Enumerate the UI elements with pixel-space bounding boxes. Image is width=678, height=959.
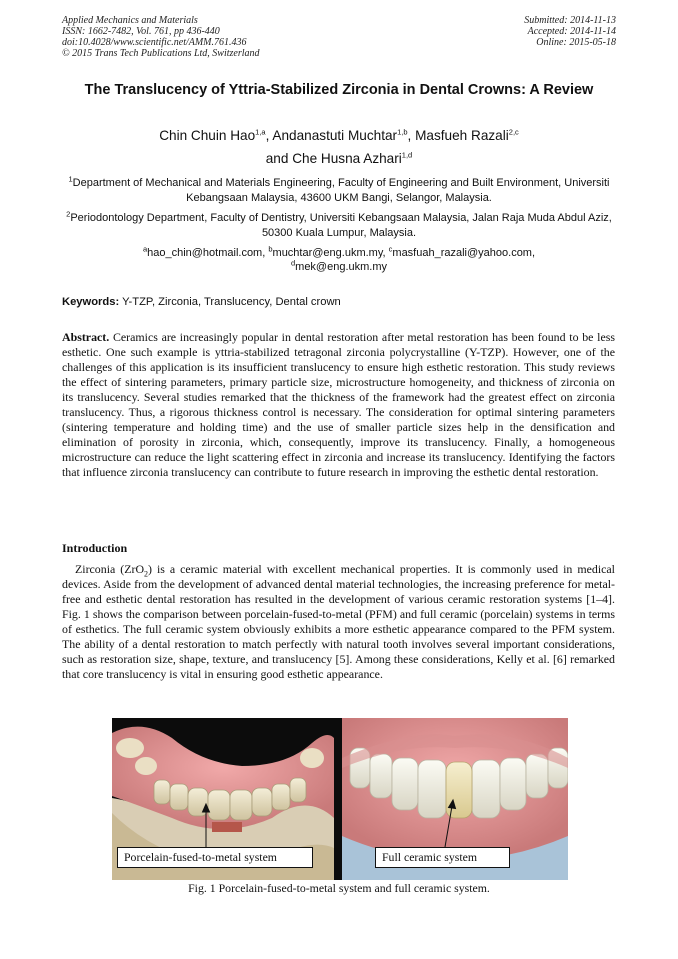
journal-name: Applied Mechanics and Materials — [62, 15, 198, 26]
author-sup: 1,b — [397, 127, 408, 137]
issn: ISSN: 1662-7482, Vol. 761, pp 436-440 — [62, 26, 220, 37]
journal-header — [62, 15, 260, 59]
authors-and: and — [265, 151, 289, 166]
author-name: Andanastuti Muchtar — [272, 128, 398, 143]
abstract-label: Abstract. — [62, 330, 110, 344]
figure-label-full-ceramic: Full ceramic system — [375, 847, 510, 868]
author-sup: 2,c — [508, 127, 519, 137]
email-link[interactable]: muchtar@eng.ukm.my — [272, 247, 383, 259]
abstract — [62, 330, 615, 480]
affiliation-text: Periodontology Department, Faculty of Dentistry, Universiti Kebangsaan Malaysia, Jalan Raja Muda Abdul Aziz, 50300 Kuala Lumpur, Malaysia. — [70, 212, 612, 239]
dates-header — [524, 15, 616, 48]
email-link[interactable]: hao_chin@hotmail.com — [147, 247, 263, 259]
online-date: Online: 2015-05-18 — [536, 37, 616, 48]
email-list: $^a$hao_chin@hotmail.com, $^b$muchtar@eng.ukm.my, $^c$masfuah_razali@yahoo.com, $^d$mek@eng.ukm.my — [142, 244, 536, 273]
author-sup: 1,a — [255, 127, 266, 137]
author-name: Chin Chuin Hao — [159, 128, 256, 143]
affiliation-2 — [62, 211, 616, 240]
email-sup: b — [268, 244, 273, 254]
keywords-label: Keywords: — [62, 296, 120, 308]
paper-title: The Translucency of Yttria-Stabilized Zirconia in Dental Crowns: A Review — [84, 82, 594, 98]
abstract-text: Ceramics are increasingly popular in dental restoration after metal restoration has been found to be less esthetic. One such example is yttria-stabilized tetragonal zirconia polycrystalline (Y-TZP). However, one of the challenges of this application is its insufficient translucency to ensure high esthetic restoration. This study reviews the effect of sintering parameters, primary particle size, microstructure homogeneity, and thickness of zirconia on its translucency. Several studies remarked that the thickness of the framework had the greatest effect on zirconia translucency. Thus, a rigorous thickness control is necessary. The consideration for optimal sintering parameters (sintering temperature and holding time) and the use of smaller particle sizes help in the densification and elimination of porosity in zirconia, which, consequently, improve its translucency. Finally, a homogeneous microstructure can reduce the light scattering effect in zirconia and increase its translucency. Identifying the factors that influence zirconia translucency can contribute to future research in improving the esthetic dental restoration. — [62, 330, 615, 479]
email-sup: a — [142, 244, 148, 254]
author-sup: 1,d — [401, 150, 413, 160]
affiliation-sup: 2 — [66, 209, 71, 219]
keywords — [62, 296, 341, 308]
figure-label-pfm: Porcelain-fused-to-metal system — [117, 847, 313, 868]
affiliation-text: Department of Mechanical and Materials Engineering, Faculty of Engineering and Built Environment, Universiti Kebangsaan Malaysia, 43600 UKM Bangi, Selangor, Malaysia. — [72, 177, 610, 204]
email-sup: d — [290, 258, 296, 268]
affiliation-sup: 1 — [68, 174, 73, 184]
author-name: Che Husna Azhari — [292, 151, 402, 166]
doi[interactable]: doi:10.4028/www.scientific.net/AMM.761.436 — [62, 37, 247, 48]
email-sup: c — [388, 244, 393, 254]
introduction-paragraph: Zirconia (ZrO$_2$) is a ceramic material with excellent mechanical properties. It is commonly used in medical devices. Aside from the development of advanced dental material technologies, the increasing preference for metal-free and esthetic dental restoration has resulted in the development of various ceramic restoration systems [1–4]. Fig. 1 shows the comparison between porcelain-fused-to-metal (PFM) and full ceramic (porcelain) systems in terms of esthetics. The full ceramic system obviously exhibits a more esthetic appearance compared to the PFM system. The ability of a dental restoration to match perfectly with natural tooth involves several important considerations, such as restoration size, shape, texture, and translucency [5]. Among these considerations, Kelly et al. [6] remarked that core translucency is vital in ensuring good esthetic appearance. — [62, 562, 615, 681]
author-list: Chin Chuin Hao$^{1,a}$, Andanastuti Muchtar$^{1,b}$, Masfueh Razali$^{2,c}$ and Che Husna Azhari$^{1,d}$ — [159, 127, 519, 166]
author-name: Masfueh Razali — [415, 128, 509, 143]
submitted-date: Submitted: 2014-11-13 — [524, 15, 616, 26]
keywords-text: Y-TZP, Zirconia, Translucency, Dental crown — [122, 296, 341, 308]
introduction-heading: Introduction — [62, 541, 128, 555]
email-link[interactable]: mek@eng.ukm.my — [295, 261, 388, 273]
figure-1 — [112, 718, 568, 880]
accepted-date: Accepted: 2014-11-14 — [527, 26, 616, 37]
copyright: © 2015 Trans Tech Publications Ltd, Switzerland — [62, 48, 260, 59]
email-link[interactable]: masfuah_razali@yahoo.com — [392, 247, 532, 259]
affiliation-1 — [62, 176, 616, 205]
figure-caption: Fig. 1 Porcelain-fused-to-metal system and full ceramic system. — [188, 881, 490, 895]
